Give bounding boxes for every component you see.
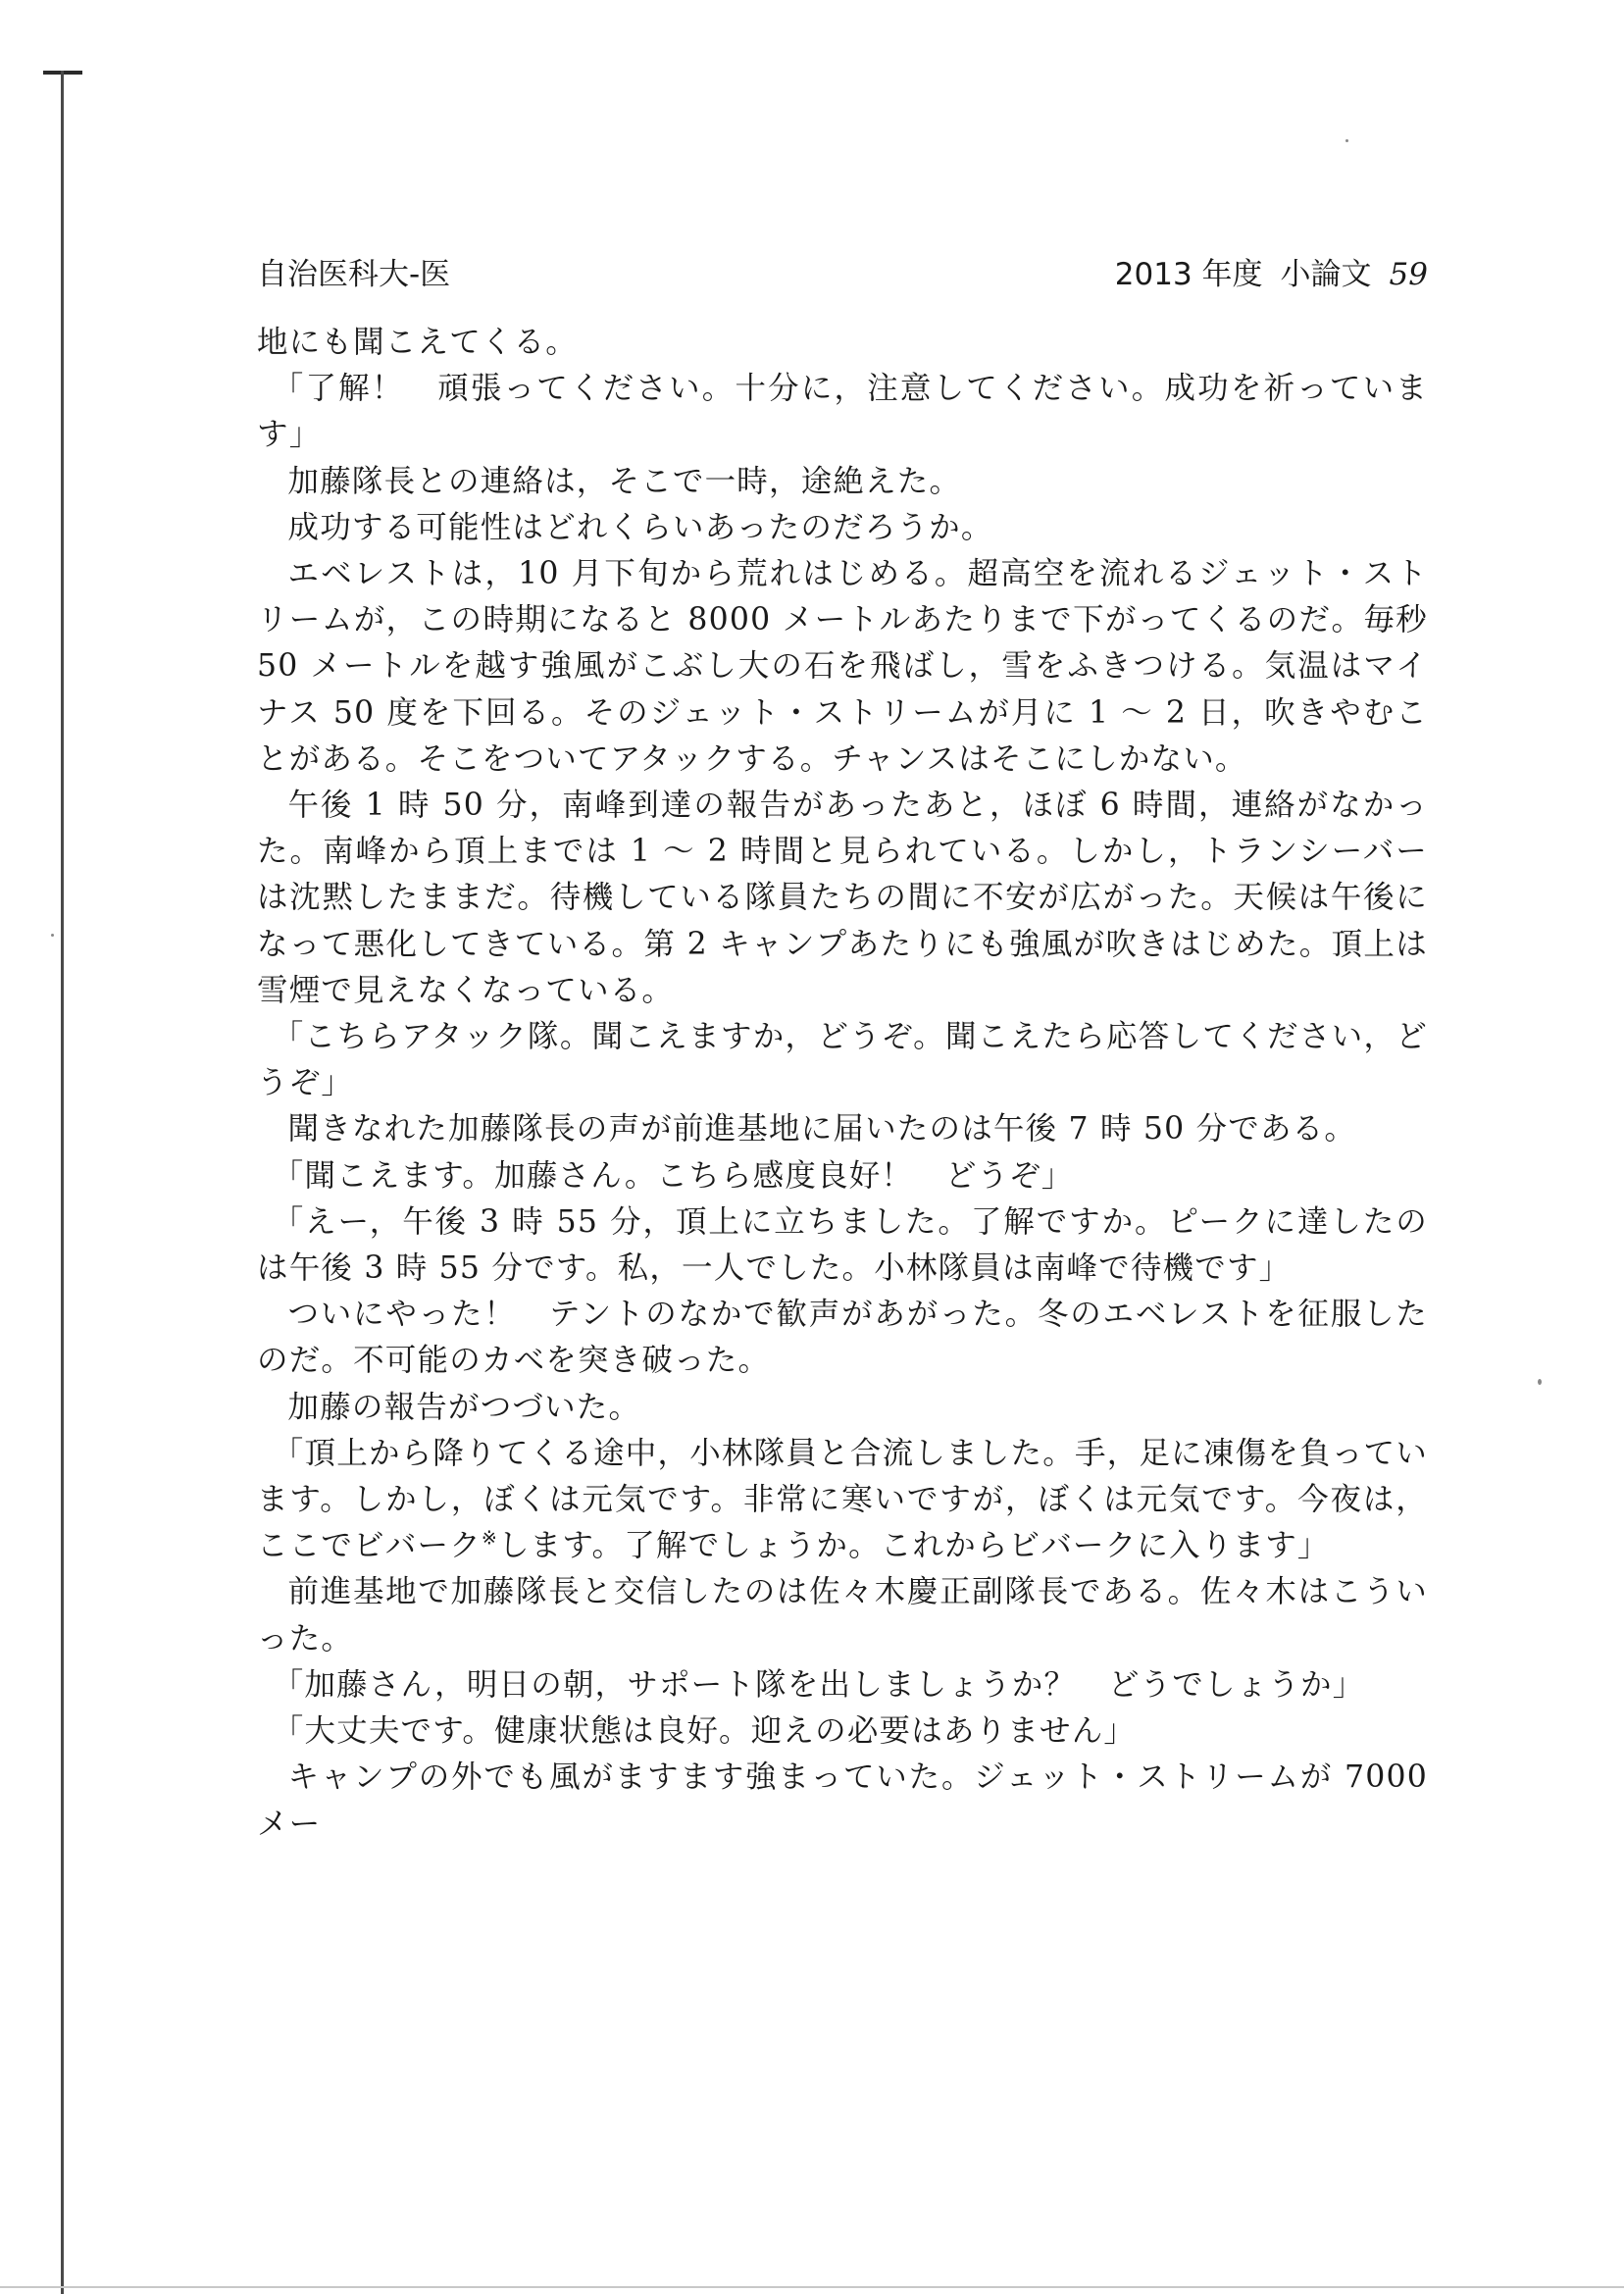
paragraph: 聞きなれた加藤隊長の声が前進基地に届いたのは午後 7 時 50 分である。 bbox=[287, 1111, 1357, 1147]
paragraph: 「頂上から降りてくる途中，小林隊員と合流しました。手，足に凍傷を負っています。しかし，ぼくは元気です。非常に寒いですが，ぼくは元気です。今夜は，ここでビバーク※します。了解でしょうか。これからビバークに入ります」 bbox=[257, 1435, 1428, 1564]
body-text bbox=[257, 320, 1428, 1848]
binding-line bbox=[61, 71, 64, 2294]
paragraph: エベレストは，10 月下旬から荒れはじめる。超高空を流れるジェット・ストリームが，この時期になると 8000 メートルあたりまで下がってくるのだ。毎秒 50 メートルを越す強風がこぶし大の石を飛ばし，雪をふきつける。気温はマイナス 50 度を下回る。そのジェット・ストリームが月に 1 ～ 2 日，吹きやむことがある。そこをついてアタックする。チャンスはそこにしかない。 bbox=[257, 556, 1428, 777]
paragraph: 前進基地で加藤隊長と交信したのは佐々木慶正副隊長である。佐々木はこういった。 bbox=[257, 1574, 1428, 1657]
header-subject: 小論文 bbox=[1280, 257, 1372, 292]
paragraph: 地にも聞こえてくる。 bbox=[257, 325, 579, 360]
scan-speck bbox=[51, 934, 54, 937]
paragraph: ついにやった！ テントのなかで歓声があがった。冬のエベレストを征服したのだ。不可能のカベを突き破った。 bbox=[257, 1297, 1428, 1379]
paragraph: キャンプの外でも風がますます強まっていた。ジェット・ストリームが 7000 メー bbox=[257, 1759, 1428, 1842]
paragraph: 「聞こえます。加藤さん。こちら感度良好！ どうぞ」 bbox=[272, 1157, 1074, 1194]
header-year: 2013 年度 bbox=[1114, 257, 1263, 292]
header-info bbox=[1115, 253, 1428, 296]
paragraph: 「大丈夫です。健康状態は良好。迎えの必要はありません」 bbox=[272, 1713, 1137, 1750]
paragraph: 「えー，午後 3 時 55 分，頂上に立ちました。了解ですか。ピークに達したのは午後 3 時 55 分です。私，一人でした。小林隊員は南峰で待機です」 bbox=[257, 1203, 1428, 1287]
page-header bbox=[257, 253, 1428, 296]
paragraph: 「こちらアタック隊。聞こえますか，どうぞ。聞こえたら応答してください，どうぞ」 bbox=[257, 1019, 1428, 1101]
paragraph: 午後 1 時 50 分，南峰到達の報告があったあと，ほぼ 6 時間，連絡がなかった。南峰から頂上までは 1 ～ 2 時間と見られている。しかし，トランシーバーは沈黙したままだ。待機している隊員たちの間に不安が広がった。天候は午後になって悪化してきている。第 2 キャンプあたりにも強風が吹きはじめた。頂上は雪煙で見えなくなっている。 bbox=[257, 788, 1428, 1008]
footnote-mark: ※ bbox=[481, 1527, 498, 1550]
paragraph: 加藤隊長との連絡は，そこで一時，途絶えた。 bbox=[287, 463, 962, 499]
paragraph: 加藤の報告がつづいた。 bbox=[287, 1389, 641, 1425]
scan-speck bbox=[1345, 139, 1348, 142]
paragraph: 「了解！ 頑張ってください。十分に，注意してください。成功を祈っています」 bbox=[257, 371, 1428, 453]
bottom-edge bbox=[0, 2286, 1624, 2288]
paragraph: 「加藤さん，明日の朝，サポート隊を出しましょうか？ どうでしょうか」 bbox=[272, 1666, 1365, 1703]
scan-speck bbox=[1538, 1379, 1542, 1385]
paragraph: 成功する可能性はどれくらいあったのだろうか。 bbox=[287, 509, 993, 545]
page-number: 59 bbox=[1389, 257, 1428, 292]
header-school: 自治医科大-医 bbox=[257, 257, 451, 292]
